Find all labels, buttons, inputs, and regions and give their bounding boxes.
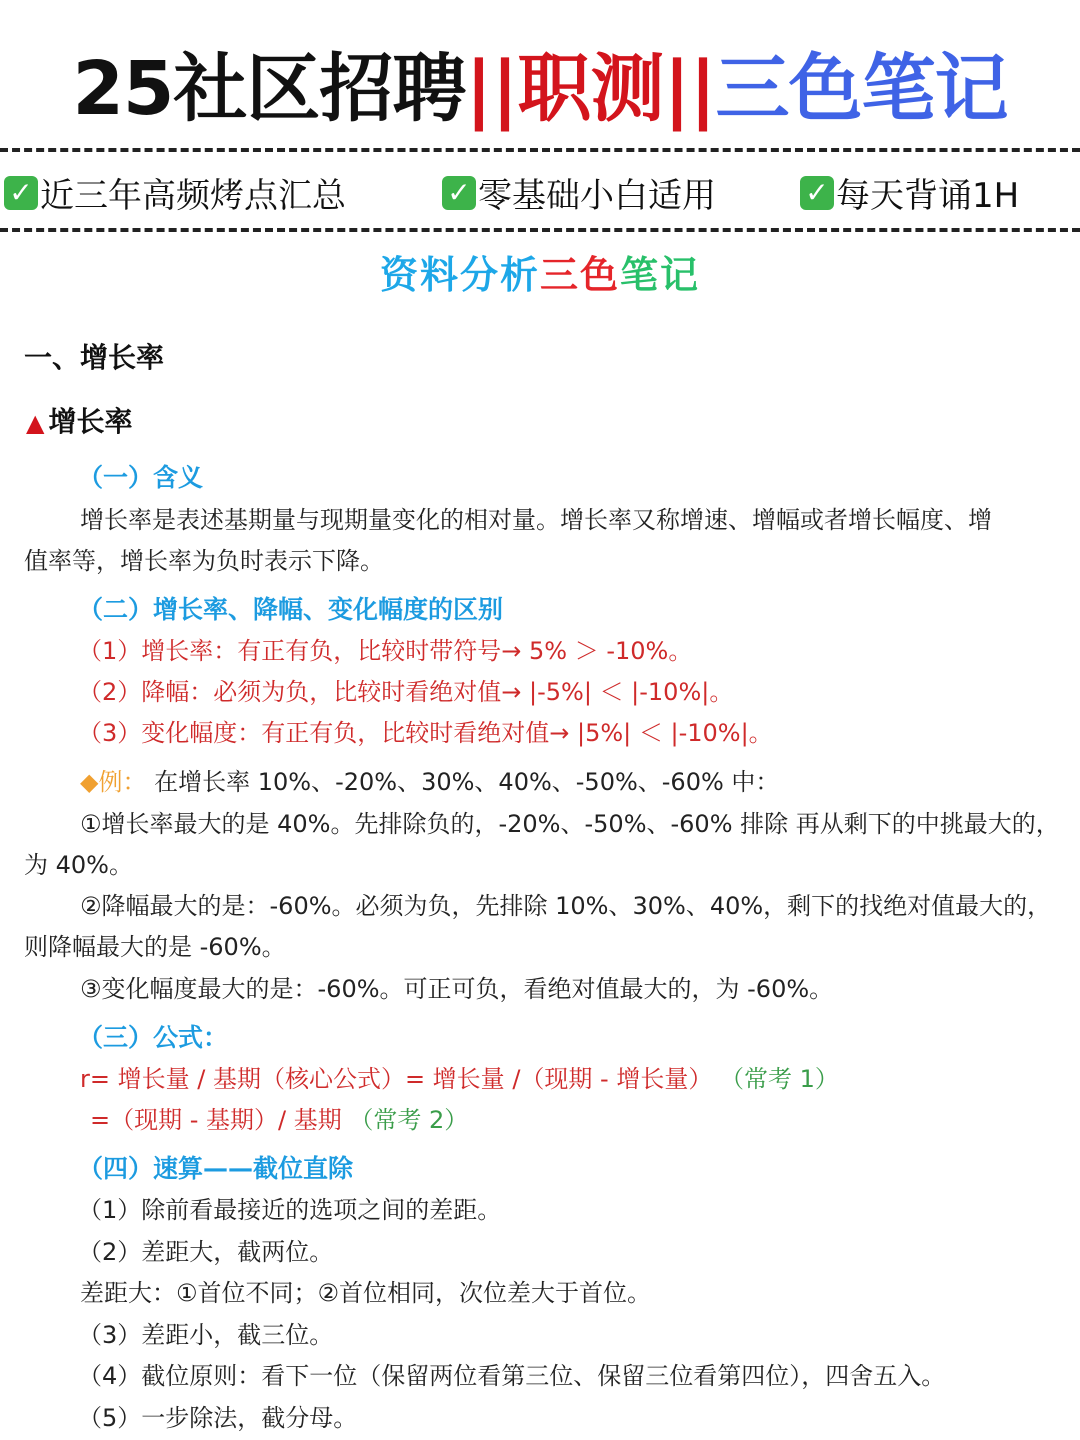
subtitle-part-2: 三色 [539,253,620,297]
quick-calc-item-2: （2）差距大，截两位。 [78,1238,334,1266]
formula-2-note: （常考 2） [349,1106,469,1134]
feature-label-1: 近三年高频烤点汇总 [40,176,346,216]
feature-item-3 [800,168,1019,217]
formula-2: =（现期 - 基期）/ 基期 [90,1106,342,1134]
title-part-1: 25社区招聘 [72,46,466,132]
formula-line-1 [80,1059,839,1094]
example-2-line-1: ②降幅最大的是：-60%。必须为负，先排除 10%、30%、40%，剩下的找绝对值最大的， [80,892,1052,920]
quick-calc-item-3: 差距大：①首位不同；②首位相同，次位差大于首位。 [80,1279,652,1307]
quick-calc-item-1: （1）除前看最接近的选项之间的差距。 [78,1196,502,1224]
feature-label-3: 每天背诵1H [836,176,1020,216]
subtitle-part-3: 笔记 [620,253,701,297]
divider-bottom [0,228,1080,232]
check-icon: ✓ [4,176,38,210]
subheading-growth-rate [26,400,132,440]
feature-checklist [0,168,1080,218]
example-2-line-2: 则降幅最大的是 -60%。 [24,933,286,961]
example-1-line-1: ①增长率最大的是 40%。先排除负的，-20%、-50%、-60% 排除 再从剩下的中挑最大的， [80,810,1060,838]
title-part-3: 三色笔记 [715,46,1008,132]
difference-item-1: （1）增长率：有正有负，比较时带符号→ 5% ＞ -10%。 [78,637,693,665]
example-line [80,762,779,797]
quick-calc-item-5: （4）截位原则：看下一位（保留两位看第三位、保留三位看第四位），四舍五入。 [78,1362,946,1390]
formula-1: r= 增长量 / 基期（核心公式）= 增长量 /（现期 - 增长量） [80,1065,713,1093]
section-difference-title: （二）增长率、降幅、变化幅度的区别 [78,595,504,624]
formula-line-2 [90,1100,468,1135]
meaning-line-2: 值率等，增长率为负时表示下降。 [24,547,384,575]
check-icon: ✓ [800,176,834,210]
difference-item-3: （3）变化幅度：有正有负，比较时看绝对值→ |5%| ＜ |-10%|。 [78,719,773,747]
title-part-2: 职测 [517,46,664,132]
example-1-line-2: 为 40%。 [24,851,133,879]
subheading-text: 增长率 [48,405,133,438]
quick-calc-item-4: （3）差距小，截三位。 [78,1321,334,1349]
title-separator-1: || [465,46,518,132]
feature-item-2 [442,168,716,217]
feature-label-2: 零基础小白适用 [478,176,716,216]
divider-top [0,148,1080,152]
section-subtitle [0,244,1080,299]
section-formula-title: （三）公式： [78,1023,229,1052]
check-icon: ✓ [442,176,476,210]
heading-growth-rate: 一、增长率 [24,341,165,374]
subtitle-part-1: 资料分析 [379,253,540,297]
feature-item-1 [4,168,346,217]
example-text: 在增长率 10%、-20%、30%、40%、-50%、-60% 中： [154,768,780,796]
triangle-icon: ▲ [26,409,45,437]
page-title [0,30,1080,136]
section-quick-calc-title: （四）速算——截位直除 [78,1154,354,1183]
formula-1-note: （常考 1） [719,1065,839,1093]
quick-calc-item-6: （5）一步除法，截分母。 [78,1404,358,1432]
example-3-line-1: ③变化幅度最大的是：-60%。可正可负，看绝对值最大的，为 -60%。 [80,975,834,1003]
meaning-line-1: 增长率是表述基期量与现期量变化的相对量。增长率又称增速、增幅或者增长幅度、增 [80,506,992,534]
difference-item-2: （2）降幅：必须为负，比较时看绝对值→ |-5%| ＜ |-10%|。 [78,678,734,706]
diamond-icon: ◆例： [80,768,147,796]
section-meaning-title: （一）含义 [78,463,204,492]
title-separator-2: || [663,46,716,132]
